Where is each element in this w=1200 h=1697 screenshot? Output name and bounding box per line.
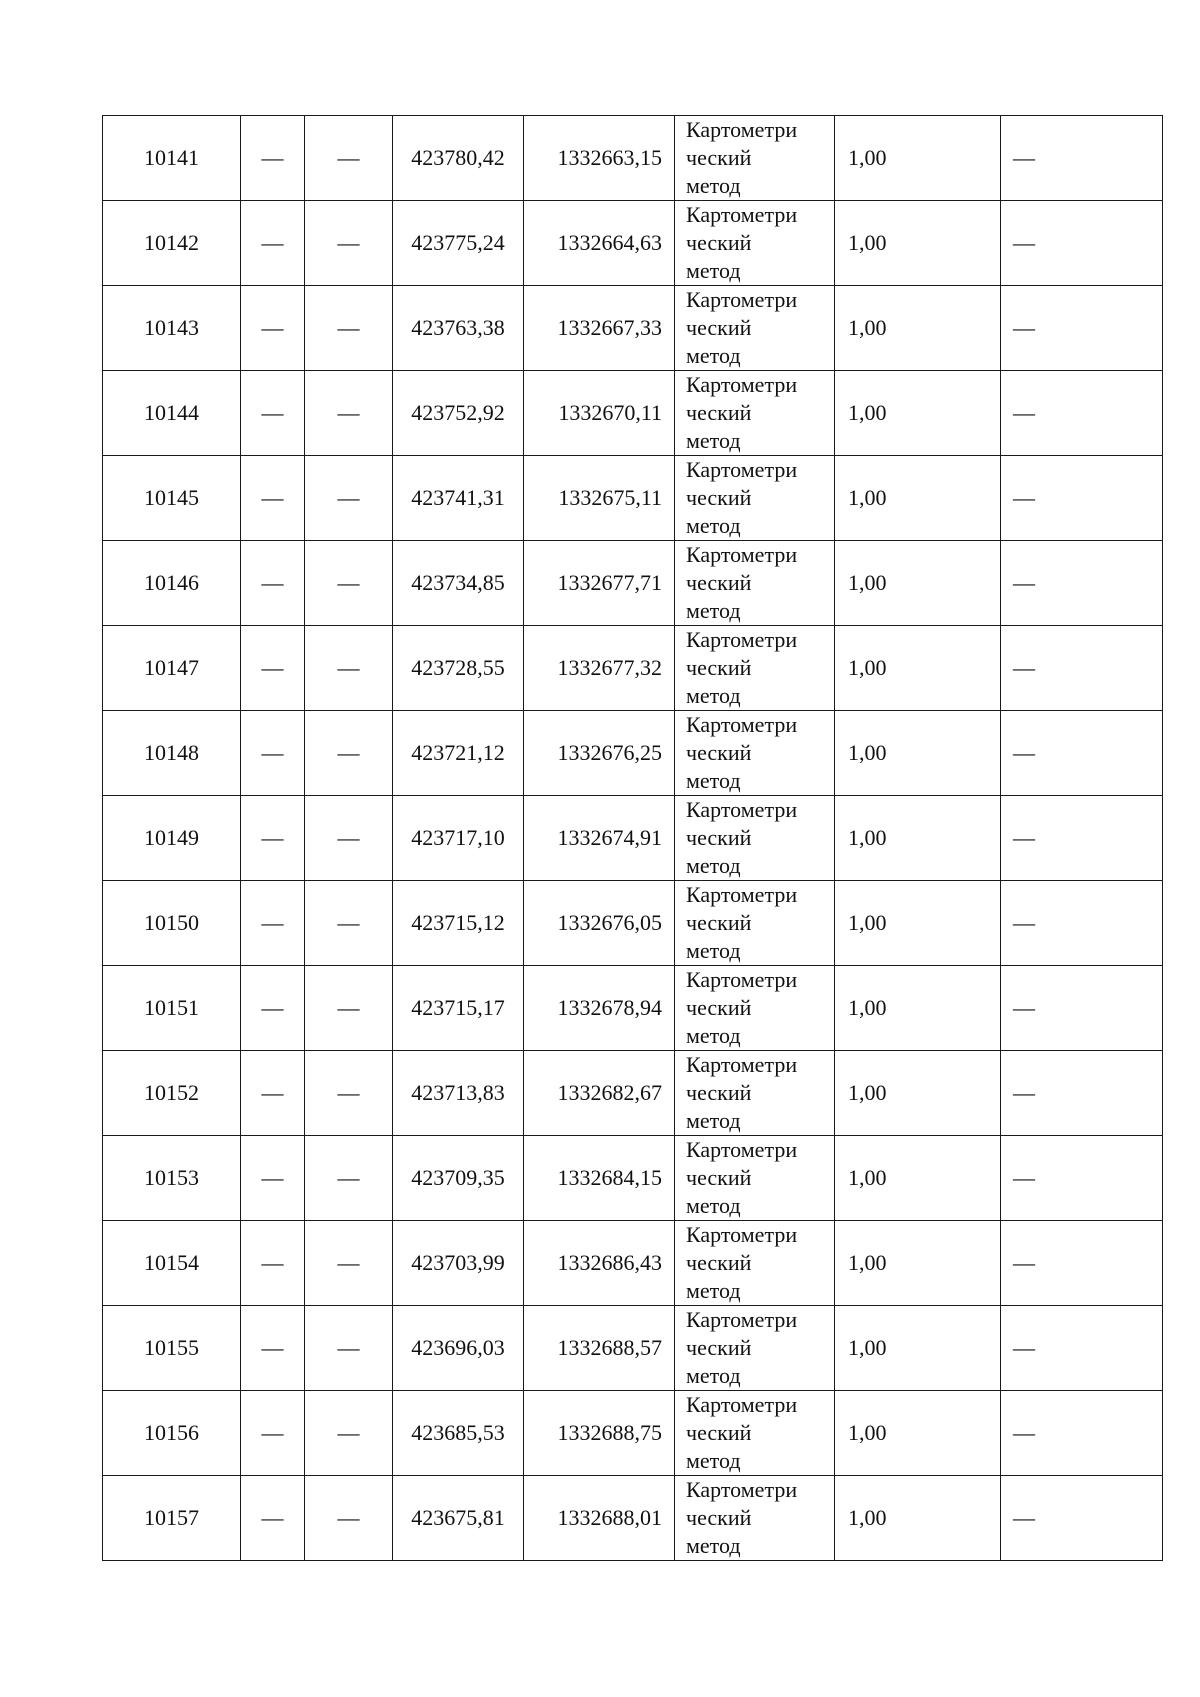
- table-row: [103, 201, 1163, 286]
- y-coordinate-cell: 1332677,71: [524, 541, 675, 626]
- point-number-cell: 10142: [103, 201, 241, 286]
- y-coordinate-cell: 1332688,75: [524, 1391, 675, 1476]
- old-y-cell: —: [305, 116, 393, 201]
- x-coordinate-cell: 423734,85: [393, 541, 524, 626]
- description-cell: —: [1001, 201, 1163, 286]
- point-number-cell: 10153: [103, 1136, 241, 1221]
- accuracy-cell: 1,00: [835, 1306, 1001, 1391]
- y-coordinate-cell: 1332678,94: [524, 966, 675, 1051]
- old-x-cell: —: [241, 1391, 305, 1476]
- old-y-cell: —: [305, 711, 393, 796]
- point-number-cell: 10154: [103, 1221, 241, 1306]
- description-cell: —: [1001, 711, 1163, 796]
- point-number-cell: 10144: [103, 371, 241, 456]
- old-y-cell: —: [305, 456, 393, 541]
- y-coordinate-cell: 1332676,25: [524, 711, 675, 796]
- method-cell: Картометри ческий метод: [675, 626, 835, 711]
- accuracy-cell: 1,00: [835, 711, 1001, 796]
- table-row: [103, 1051, 1163, 1136]
- description-cell: —: [1001, 541, 1163, 626]
- old-x-cell: —: [241, 711, 305, 796]
- accuracy-cell: 1,00: [835, 1051, 1001, 1136]
- description-cell: —: [1001, 1391, 1163, 1476]
- x-coordinate-cell: 423763,38: [393, 286, 524, 371]
- old-y-cell: —: [305, 626, 393, 711]
- accuracy-cell: 1,00: [835, 1136, 1001, 1221]
- point-number-cell: 10151: [103, 966, 241, 1051]
- description-cell: —: [1001, 1221, 1163, 1306]
- old-x-cell: —: [241, 201, 305, 286]
- accuracy-cell: 1,00: [835, 966, 1001, 1051]
- old-x-cell: —: [241, 541, 305, 626]
- accuracy-cell: 1,00: [835, 371, 1001, 456]
- old-y-cell: —: [305, 371, 393, 456]
- accuracy-cell: 1,00: [835, 116, 1001, 201]
- description-cell: —: [1001, 796, 1163, 881]
- accuracy-cell: 1,00: [835, 201, 1001, 286]
- point-number-cell: 10146: [103, 541, 241, 626]
- old-x-cell: —: [241, 881, 305, 966]
- x-coordinate-cell: 423675,81: [393, 1476, 524, 1561]
- accuracy-cell: 1,00: [835, 456, 1001, 541]
- point-number-cell: 10141: [103, 116, 241, 201]
- method-cell: Картометри ческий метод: [675, 711, 835, 796]
- old-y-cell: —: [305, 1391, 393, 1476]
- table-row: [103, 626, 1163, 711]
- method-cell: Картометри ческий метод: [675, 286, 835, 371]
- table-row: [103, 1136, 1163, 1221]
- y-coordinate-cell: 1332682,67: [524, 1051, 675, 1136]
- point-number-cell: 10147: [103, 626, 241, 711]
- method-cell: Картометри ческий метод: [675, 1306, 835, 1391]
- accuracy-cell: 1,00: [835, 1391, 1001, 1476]
- x-coordinate-cell: 423713,83: [393, 1051, 524, 1136]
- description-cell: —: [1001, 966, 1163, 1051]
- old-x-cell: —: [241, 1136, 305, 1221]
- y-coordinate-cell: 1332677,32: [524, 626, 675, 711]
- y-coordinate-cell: 1332667,33: [524, 286, 675, 371]
- x-coordinate-cell: 423709,35: [393, 1136, 524, 1221]
- table-body: [103, 116, 1163, 1561]
- old-x-cell: —: [241, 286, 305, 371]
- x-coordinate-cell: 423685,53: [393, 1391, 524, 1476]
- y-coordinate-cell: 1332675,11: [524, 456, 675, 541]
- accuracy-cell: 1,00: [835, 796, 1001, 881]
- x-coordinate-cell: 423721,12: [393, 711, 524, 796]
- table-row: [103, 796, 1163, 881]
- y-coordinate-cell: 1332688,57: [524, 1306, 675, 1391]
- method-cell: Картометри ческий метод: [675, 881, 835, 966]
- table-row: [103, 371, 1163, 456]
- old-x-cell: —: [241, 456, 305, 541]
- y-coordinate-cell: 1332686,43: [524, 1221, 675, 1306]
- description-cell: —: [1001, 456, 1163, 541]
- accuracy-cell: 1,00: [835, 881, 1001, 966]
- table-row: [103, 1476, 1163, 1561]
- table-row: [103, 881, 1163, 966]
- old-y-cell: —: [305, 286, 393, 371]
- x-coordinate-cell: 423696,03: [393, 1306, 524, 1391]
- table-row: [103, 456, 1163, 541]
- method-cell: Картометри ческий метод: [675, 966, 835, 1051]
- x-coordinate-cell: 423775,24: [393, 201, 524, 286]
- old-y-cell: —: [305, 1306, 393, 1391]
- method-cell: Картометри ческий метод: [675, 456, 835, 541]
- old-x-cell: —: [241, 966, 305, 1051]
- accuracy-cell: 1,00: [835, 541, 1001, 626]
- table-row: [103, 711, 1163, 796]
- y-coordinate-cell: 1332670,11: [524, 371, 675, 456]
- point-number-cell: 10145: [103, 456, 241, 541]
- old-x-cell: —: [241, 116, 305, 201]
- accuracy-cell: 1,00: [835, 1221, 1001, 1306]
- old-x-cell: —: [241, 1051, 305, 1136]
- old-y-cell: —: [305, 881, 393, 966]
- description-cell: —: [1001, 1476, 1163, 1561]
- old-x-cell: —: [241, 1221, 305, 1306]
- description-cell: —: [1001, 1051, 1163, 1136]
- method-cell: Картометри ческий метод: [675, 796, 835, 881]
- point-number-cell: 10149: [103, 796, 241, 881]
- table-row: [103, 1221, 1163, 1306]
- old-y-cell: —: [305, 796, 393, 881]
- old-x-cell: —: [241, 1306, 305, 1391]
- old-y-cell: —: [305, 1221, 393, 1306]
- old-x-cell: —: [241, 626, 305, 711]
- point-number-cell: 10148: [103, 711, 241, 796]
- y-coordinate-cell: 1332676,05: [524, 881, 675, 966]
- y-coordinate-cell: 1332684,15: [524, 1136, 675, 1221]
- method-cell: Картометри ческий метод: [675, 1221, 835, 1306]
- point-number-cell: 10150: [103, 881, 241, 966]
- method-cell: Картометри ческий метод: [675, 1391, 835, 1476]
- table-row: [103, 541, 1163, 626]
- point-number-cell: 10152: [103, 1051, 241, 1136]
- description-cell: —: [1001, 626, 1163, 711]
- table-row: [103, 966, 1163, 1051]
- accuracy-cell: 1,00: [835, 286, 1001, 371]
- method-cell: Картометри ческий метод: [675, 1476, 835, 1561]
- x-coordinate-cell: 423717,10: [393, 796, 524, 881]
- old-y-cell: —: [305, 1476, 393, 1561]
- table-row: [103, 1306, 1163, 1391]
- old-x-cell: —: [241, 371, 305, 456]
- method-cell: Картометри ческий метод: [675, 116, 835, 201]
- x-coordinate-cell: 423741,31: [393, 456, 524, 541]
- old-y-cell: —: [305, 1051, 393, 1136]
- method-cell: Картометри ческий метод: [675, 1136, 835, 1221]
- old-y-cell: —: [305, 201, 393, 286]
- x-coordinate-cell: 423715,17: [393, 966, 524, 1051]
- old-x-cell: —: [241, 1476, 305, 1561]
- y-coordinate-cell: 1332664,63: [524, 201, 675, 286]
- description-cell: —: [1001, 1306, 1163, 1391]
- old-y-cell: —: [305, 541, 393, 626]
- coordinates-table: [102, 115, 1163, 1561]
- description-cell: —: [1001, 286, 1163, 371]
- point-number-cell: 10155: [103, 1306, 241, 1391]
- description-cell: —: [1001, 881, 1163, 966]
- x-coordinate-cell: 423728,55: [393, 626, 524, 711]
- table-row: [103, 1391, 1163, 1476]
- method-cell: Картометри ческий метод: [675, 201, 835, 286]
- accuracy-cell: 1,00: [835, 626, 1001, 711]
- description-cell: —: [1001, 1136, 1163, 1221]
- x-coordinate-cell: 423703,99: [393, 1221, 524, 1306]
- y-coordinate-cell: 1332674,91: [524, 796, 675, 881]
- description-cell: —: [1001, 371, 1163, 456]
- method-cell: Картометри ческий метод: [675, 541, 835, 626]
- x-coordinate-cell: 423715,12: [393, 881, 524, 966]
- table-row: [103, 116, 1163, 201]
- method-cell: Картометри ческий метод: [675, 371, 835, 456]
- old-y-cell: —: [305, 966, 393, 1051]
- old-x-cell: —: [241, 796, 305, 881]
- method-cell: Картометри ческий метод: [675, 1051, 835, 1136]
- accuracy-cell: 1,00: [835, 1476, 1001, 1561]
- point-number-cell: 10143: [103, 286, 241, 371]
- old-y-cell: —: [305, 1136, 393, 1221]
- point-number-cell: 10156: [103, 1391, 241, 1476]
- y-coordinate-cell: 1332663,15: [524, 116, 675, 201]
- point-number-cell: 10157: [103, 1476, 241, 1561]
- x-coordinate-cell: 423752,92: [393, 371, 524, 456]
- y-coordinate-cell: 1332688,01: [524, 1476, 675, 1561]
- description-cell: —: [1001, 116, 1163, 201]
- table-row: [103, 286, 1163, 371]
- x-coordinate-cell: 423780,42: [393, 116, 524, 201]
